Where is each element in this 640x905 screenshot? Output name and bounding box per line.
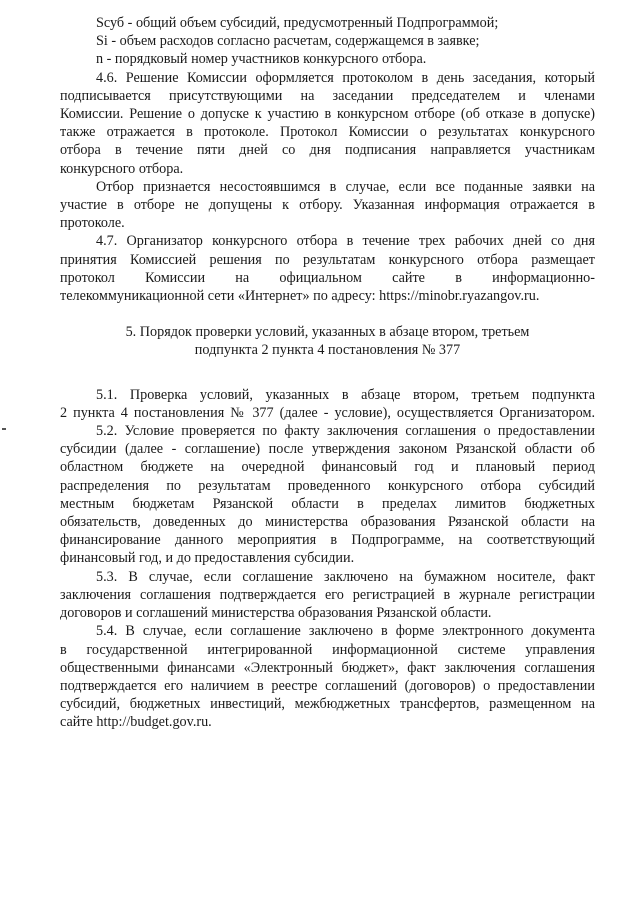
text-line: протоколе. (60, 215, 125, 232)
text-block-bottom (60, 386, 595, 732)
text-line: конкурсного отбора. (60, 160, 184, 177)
text-line: подписывается присутствующими на заседании председателем и членами (60, 87, 595, 104)
text-line: отбора в течение пяти дней со дня подписания направляется участникам (60, 142, 595, 159)
text-line: участие в отборе не допущены к отбору. Указанная информация отражается в (60, 197, 595, 214)
text-line: местным бюджетам Рязанской области в пределах лимитов бюджетных (60, 495, 595, 512)
text-line: Отбор признается несостоявшимся в случае, если все поданные заявки на (96, 178, 595, 195)
text-line: 5.2. Условие проверяется по факту заключения соглашения о предоставлении (96, 423, 595, 440)
text-line: субсидии (далее - соглашение) после утверждения законом Рязанской области об (60, 441, 595, 458)
text-line: 5.4. В случае, если соглашение заключено в форме электронного документа (96, 623, 595, 640)
text-line: 2 пункта 4 постановления № 377 (далее - условие), осуществляется Организатором. (60, 404, 595, 421)
text-line: сайте http://budget.gov.ru. (60, 714, 212, 731)
document-page (60, 14, 595, 732)
section-heading-line-1: 5. Порядок проверки условий, указанных в абзаце втором, третьем (125, 324, 530, 341)
text-line: Sсуб - общий объем субсидий, предусмотренный Подпрограммой; (96, 15, 499, 31)
section-heading (60, 323, 595, 359)
text-line: подтверждается его наличием в реестре соглашений (договоров) о предоставлении (60, 677, 595, 694)
section-heading-line-2: подпункта 2 пункта 4 постановления № 377 (194, 342, 461, 359)
text-line: в государственной интегрированной информационной системе управления (60, 641, 595, 658)
margin-mark (2, 428, 6, 430)
text-line: договоров и соглашений министерства образования Рязанской области. (60, 605, 492, 622)
text-line: общественными финансами «Электронный бюджет», факт заключения соглашения (60, 659, 595, 676)
text-line: 5.3. В случае, если соглашение заключено на бумажном носителе, факт (96, 568, 595, 585)
text-line: n - порядковый номер участников конкурсного отбора. (96, 51, 427, 68)
text-line: Комиссии. Решение о допуске к участию в конкурсном отборе (об отказе в допуске) (60, 106, 595, 123)
text-line: Si - объем расходов согласно расчетам, содержащемся в заявке; (96, 33, 480, 50)
text-line: телекоммуникационной сети «Интернет» по адресу: https://minobr.ryazangov.ru. (60, 288, 540, 305)
text-line: заключения соглашения подтверждается его регистрацией в журнале регистрации (60, 586, 595, 603)
text-line: финансирование данного мероприятия в Подпрограмме, на соответствующий (60, 532, 595, 549)
text-line: областном бюджете на очередной финансовый год и плановый период (60, 459, 595, 476)
text-line: принятия Комиссией решения по результатам конкурсного отбора размещает (60, 251, 595, 268)
text-line: также отражается в протоколе. Протокол Комиссии о результатах конкурсного (60, 124, 595, 141)
text-block-top (60, 14, 595, 305)
text-line: протокол Комиссии на официальном сайте в информационно- (60, 269, 595, 286)
text-line: финансовый год, и до предоставления субсидии. (60, 550, 355, 567)
text-line: 4.7. Организатор конкурсного отбора в течение трех рабочих дней со дня (96, 233, 595, 250)
text-line: 5.1. Проверка условий, указанных в абзаце втором, третьем подпункта (96, 386, 595, 403)
text-line: обязательств, доведенных до министерства образования Рязанской области на (60, 514, 595, 531)
text-line: субсидий, бюджетных инвестиций, межбюджетных трансфертов, размещенном на (60, 696, 595, 713)
text-line: 4.6. Решение Комиссии оформляется протоколом в день заседания, который (96, 69, 595, 86)
text-line: распределения по результатам проведенного конкурсного отбора субсидий (60, 477, 595, 494)
